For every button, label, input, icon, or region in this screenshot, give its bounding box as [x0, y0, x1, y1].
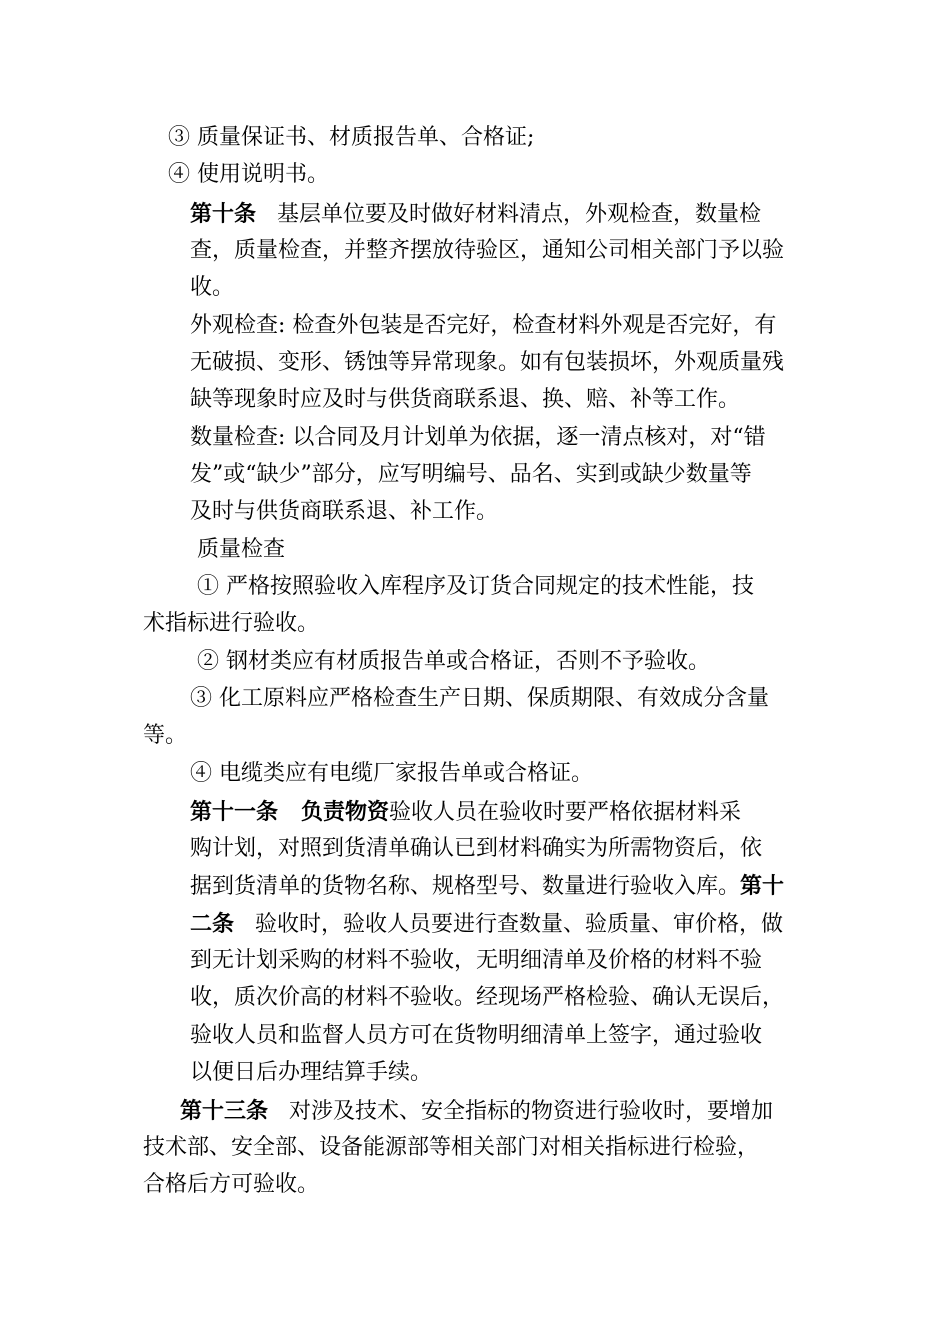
paragraph-line: 等。	[143, 723, 188, 748]
list-item-quality-1: ① 严格按照验收入库程序及订货合同规定的技术性能，技	[197, 574, 754, 599]
list-item-quality-4: ④ 电缆类应有电缆厂家报告单或合格证。	[190, 761, 593, 786]
list-item-quality-3: ③ 化工原料应严格检查生产日期、保质期限、有效成分含量	[190, 686, 769, 711]
appearance-check-line: 外观检查: 检查外包装是否完好，检查材料外观是否完好，有	[190, 313, 777, 338]
article-13-line: 第十三条 对涉及技术、安全指标的物资进行验收时，要增加	[180, 1098, 773, 1124]
quantity-check-line: 数量检查: 以合同及月计划单为依据，逐一清点核对，对“错	[190, 425, 766, 450]
article-10-heading: 第十条	[190, 201, 257, 227]
paragraph-line: 收。	[190, 275, 235, 300]
paragraph-line: 购计划，对照到货清单确认已到材料确实为所需物资后，依	[190, 836, 763, 861]
paragraph-line: 据到货清单的货物名称、规格型号、数量进行验收入库。第十	[190, 873, 785, 899]
paragraph-line: 技术部、安全部、设备能源部等相关部门对相关指标进行检验，	[143, 1135, 760, 1160]
paragraph-line: 到无计划采购的材料不验收，无明细清单及价格的材料不验	[190, 948, 763, 973]
paragraph-line: 及时与供货商联系退、补工作。	[190, 499, 499, 524]
paragraph-line: 缺等现象时应及时与供货商联系退、换、赔、补等工作。	[190, 387, 741, 412]
paragraph-line: 收，质次价高的材料不验收。经现场严格检验、确认无误后，	[190, 985, 785, 1010]
article-12-line: 二条 验收时，验收人员要进行查数量、验质量、审价格，做	[190, 911, 783, 937]
paragraph-line: 发”或“缺少”部分，应写明编号、品名、实到或缺少数量等	[190, 462, 752, 487]
paragraph-line: 查，质量检查，并整齐摆放待验区，通知公司相关部门予以验	[190, 238, 785, 263]
list-item-quality-2: ② 钢材类应有材质报告单或合格证，否则不予验收。	[197, 649, 710, 674]
article-13-heading: 第十三条	[180, 1098, 269, 1124]
article-10-line: 第十条 基层单位要及时做好材料清点，外观检查，数量检	[190, 201, 761, 227]
article-11-line: 第十一条 负责物资验收人员在验收时要严格依据材料采	[190, 799, 741, 825]
paragraph-line: 验收人员和监督人员方可在货物明细清单上签字，通过验收	[190, 1023, 763, 1048]
article-12-heading-end: 二条	[190, 911, 235, 937]
list-item-manual: ④ 使用说明书。	[168, 162, 329, 187]
paragraph-line: 术指标进行验收。	[143, 611, 320, 636]
quality-check-heading: 质量检查	[197, 537, 286, 562]
paragraph-line: 合格后方可验收。	[143, 1172, 320, 1197]
list-item-quality-certificate: ③ 质量保证书、材质报告单、合格证;	[168, 125, 535, 150]
article-11-heading: 第十一条 负责物资	[190, 799, 389, 825]
paragraph-line: 以便日后办理结算手续。	[190, 1060, 433, 1085]
article-12-heading-part: 第十	[740, 873, 785, 899]
paragraph-line: 无破损、变形、锈蚀等异常现象。如有包装损坏，外观质量残	[190, 350, 785, 375]
